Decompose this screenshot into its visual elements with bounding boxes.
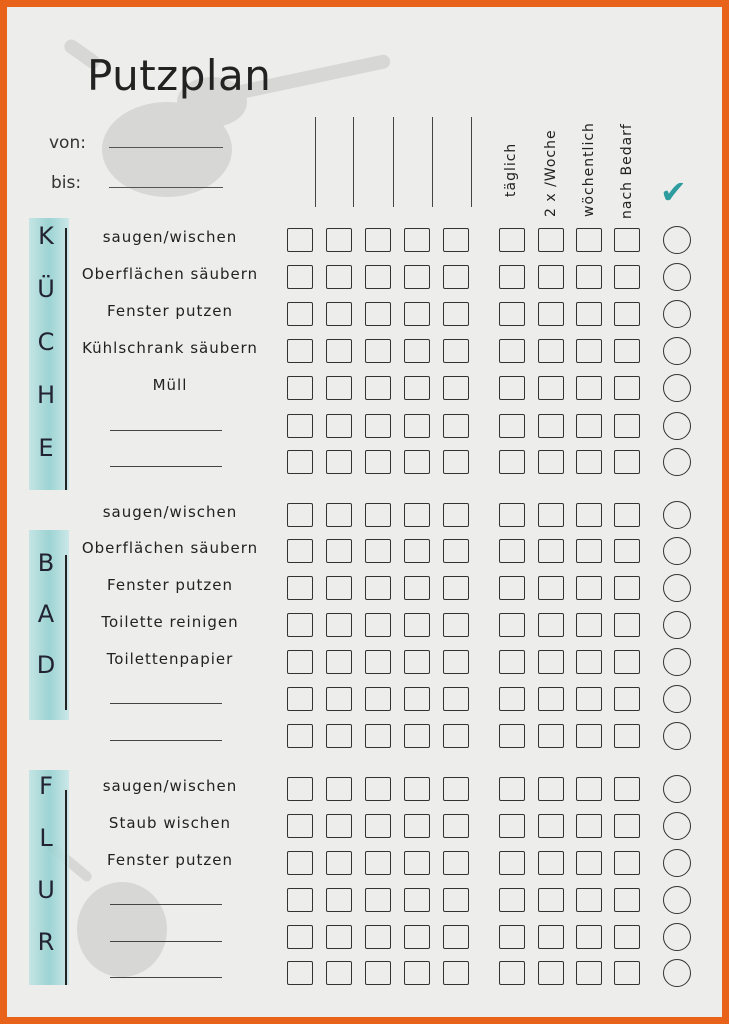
- frequency-checkbox[interactable]: [499, 503, 525, 527]
- frequency-checkbox[interactable]: [614, 450, 640, 474]
- date-checkbox[interactable]: [404, 302, 430, 326]
- frequency-checkbox[interactable]: [499, 687, 525, 711]
- header-nach-bedarf: nach Bedarf: [619, 123, 635, 219]
- date-checkbox[interactable]: [404, 961, 430, 985]
- date-checkbox[interactable]: [287, 302, 313, 326]
- frequency-checkbox[interactable]: [614, 851, 640, 875]
- header-column-line: [353, 117, 354, 207]
- date-checkbox[interactable]: [443, 888, 469, 912]
- frequency-checkbox[interactable]: [614, 814, 640, 838]
- frequency-checkbox[interactable]: [614, 503, 640, 527]
- frequency-checkbox[interactable]: [576, 302, 602, 326]
- frequency-checkbox[interactable]: [499, 814, 525, 838]
- date-checkbox[interactable]: [326, 724, 352, 748]
- header-2x-woche: 2 x /Woche: [543, 129, 559, 217]
- frequency-checkbox[interactable]: [499, 450, 525, 474]
- date-checkbox[interactable]: [365, 961, 391, 985]
- von-blank-line[interactable]: [109, 147, 223, 148]
- header-column-line: [432, 117, 433, 207]
- done-circle[interactable]: [663, 648, 691, 676]
- frequency-checkbox[interactable]: [614, 687, 640, 711]
- frequency-checkbox[interactable]: [499, 925, 525, 949]
- date-checkbox[interactable]: [404, 613, 430, 637]
- date-checkbox[interactable]: [287, 376, 313, 400]
- date-checkbox[interactable]: [326, 650, 352, 674]
- task-blank-line[interactable]: [110, 430, 222, 431]
- date-checkbox[interactable]: [365, 650, 391, 674]
- checkmark-icon: ✔: [660, 173, 687, 211]
- von-label: von:: [49, 133, 86, 153]
- date-checkbox[interactable]: [287, 851, 313, 875]
- date-checkbox[interactable]: [404, 814, 430, 838]
- frequency-checkbox[interactable]: [576, 450, 602, 474]
- date-checkbox[interactable]: [287, 814, 313, 838]
- frequency-checkbox[interactable]: [614, 576, 640, 600]
- date-checkbox[interactable]: [365, 888, 391, 912]
- date-checkbox[interactable]: [365, 687, 391, 711]
- header-column-line: [471, 117, 472, 207]
- date-checkbox[interactable]: [287, 724, 313, 748]
- date-checkbox[interactable]: [326, 228, 352, 252]
- done-circle[interactable]: [663, 412, 691, 440]
- frequency-checkbox[interactable]: [614, 228, 640, 252]
- section-letter: L: [39, 824, 53, 852]
- date-checkbox[interactable]: [365, 339, 391, 363]
- date-checkbox[interactable]: [326, 339, 352, 363]
- task-label: Kühlschrank säubern: [82, 339, 258, 357]
- date-checkbox[interactable]: [404, 851, 430, 875]
- frequency-checkbox[interactable]: [576, 925, 602, 949]
- date-checkbox[interactable]: [443, 925, 469, 949]
- frequency-checkbox[interactable]: [499, 228, 525, 252]
- done-circle[interactable]: [663, 300, 691, 328]
- date-checkbox[interactable]: [326, 539, 352, 563]
- date-checkbox[interactable]: [326, 414, 352, 438]
- date-checkbox[interactable]: [443, 814, 469, 838]
- date-checkbox[interactable]: [326, 503, 352, 527]
- date-checkbox[interactable]: [287, 339, 313, 363]
- frequency-checkbox[interactable]: [576, 414, 602, 438]
- frequency-checkbox[interactable]: [614, 339, 640, 363]
- date-checkbox[interactable]: [404, 539, 430, 563]
- section-letter: E: [38, 434, 54, 462]
- frequency-checkbox[interactable]: [576, 851, 602, 875]
- date-checkbox[interactable]: [287, 925, 313, 949]
- frequency-checkbox[interactable]: [576, 650, 602, 674]
- section-letter: K: [38, 222, 54, 250]
- date-checkbox[interactable]: [404, 228, 430, 252]
- frequency-checkbox[interactable]: [576, 687, 602, 711]
- done-circle[interactable]: [663, 537, 691, 565]
- date-checkbox[interactable]: [365, 450, 391, 474]
- page-title: Putzplan: [87, 51, 272, 100]
- date-checkbox[interactable]: [365, 851, 391, 875]
- task-label: Fenster putzen: [107, 576, 233, 594]
- frequency-checkbox[interactable]: [576, 228, 602, 252]
- done-circle[interactable]: [663, 722, 691, 750]
- date-checkbox[interactable]: [287, 414, 313, 438]
- frequency-checkbox[interactable]: [614, 925, 640, 949]
- bis-blank-line[interactable]: [109, 187, 223, 188]
- frequency-checkbox[interactable]: [499, 265, 525, 289]
- date-checkbox[interactable]: [326, 302, 352, 326]
- date-checkbox[interactable]: [287, 228, 313, 252]
- frequency-checkbox[interactable]: [614, 777, 640, 801]
- date-checkbox[interactable]: [404, 687, 430, 711]
- task-blank-line[interactable]: [110, 904, 222, 905]
- frequency-checkbox[interactable]: [538, 265, 564, 289]
- done-circle[interactable]: [663, 611, 691, 639]
- frequency-checkbox[interactable]: [499, 414, 525, 438]
- task-label: Oberflächen säubern: [81, 265, 259, 283]
- date-checkbox[interactable]: [443, 339, 469, 363]
- date-checkbox[interactable]: [287, 961, 313, 985]
- date-checkbox[interactable]: [287, 265, 313, 289]
- frequency-checkbox[interactable]: [538, 961, 564, 985]
- task-label: Fenster putzen: [107, 851, 233, 869]
- frequency-checkbox[interactable]: [538, 228, 564, 252]
- section-letter: D: [36, 651, 56, 679]
- date-checkbox[interactable]: [443, 851, 469, 875]
- task-label: Müll: [152, 376, 188, 394]
- date-checkbox[interactable]: [326, 576, 352, 600]
- frequency-checkbox[interactable]: [499, 650, 525, 674]
- date-checkbox[interactable]: [365, 376, 391, 400]
- frequency-checkbox[interactable]: [614, 376, 640, 400]
- done-circle[interactable]: [663, 923, 691, 951]
- date-checkbox[interactable]: [404, 376, 430, 400]
- task-label: Toilette reinigen: [101, 613, 239, 631]
- frequency-checkbox[interactable]: [538, 724, 564, 748]
- section-letter: A: [37, 600, 55, 628]
- frequency-checkbox[interactable]: [499, 339, 525, 363]
- date-checkbox[interactable]: [365, 503, 391, 527]
- done-circle[interactable]: [663, 886, 691, 914]
- date-checkbox[interactable]: [287, 888, 313, 912]
- date-checkbox[interactable]: [326, 777, 352, 801]
- date-checkbox[interactable]: [443, 777, 469, 801]
- frequency-checkbox[interactable]: [576, 777, 602, 801]
- done-circle[interactable]: [663, 812, 691, 840]
- done-circle[interactable]: [663, 501, 691, 529]
- frequency-checkbox[interactable]: [576, 888, 602, 912]
- date-checkbox[interactable]: [365, 265, 391, 289]
- date-checkbox[interactable]: [287, 503, 313, 527]
- date-checkbox[interactable]: [326, 376, 352, 400]
- frequency-checkbox[interactable]: [614, 414, 640, 438]
- frequency-checkbox[interactable]: [499, 961, 525, 985]
- frequency-checkbox[interactable]: [576, 376, 602, 400]
- frequency-checkbox[interactable]: [614, 961, 640, 985]
- done-circle[interactable]: [663, 337, 691, 365]
- frequency-checkbox[interactable]: [538, 302, 564, 326]
- date-checkbox[interactable]: [365, 777, 391, 801]
- frequency-checkbox[interactable]: [614, 613, 640, 637]
- date-checkbox[interactable]: [404, 265, 430, 289]
- frequency-checkbox[interactable]: [538, 503, 564, 527]
- date-checkbox[interactable]: [365, 724, 391, 748]
- date-checkbox[interactable]: [404, 576, 430, 600]
- frequency-checkbox[interactable]: [538, 777, 564, 801]
- frequency-checkbox[interactable]: [499, 539, 525, 563]
- done-circle[interactable]: [663, 263, 691, 291]
- date-checkbox[interactable]: [365, 414, 391, 438]
- frequency-checkbox[interactable]: [576, 539, 602, 563]
- frequency-checkbox[interactable]: [576, 613, 602, 637]
- frequency-checkbox[interactable]: [614, 265, 640, 289]
- header-woechentlich: wöchentlich: [581, 122, 597, 217]
- date-checkbox[interactable]: [443, 302, 469, 326]
- date-checkbox[interactable]: [326, 961, 352, 985]
- date-checkbox[interactable]: [326, 851, 352, 875]
- frequency-checkbox[interactable]: [614, 650, 640, 674]
- splatter-decoration: [77, 882, 167, 977]
- task-label: saugen/wischen: [102, 228, 238, 246]
- frequency-checkbox[interactable]: [576, 961, 602, 985]
- frequency-checkbox[interactable]: [538, 539, 564, 563]
- date-checkbox[interactable]: [365, 228, 391, 252]
- frequency-checkbox[interactable]: [499, 888, 525, 912]
- frequency-checkbox[interactable]: [538, 925, 564, 949]
- frequency-checkbox[interactable]: [576, 339, 602, 363]
- date-checkbox[interactable]: [443, 687, 469, 711]
- frequency-checkbox[interactable]: [576, 576, 602, 600]
- date-checkbox[interactable]: [443, 414, 469, 438]
- frequency-checkbox[interactable]: [499, 576, 525, 600]
- date-checkbox[interactable]: [287, 613, 313, 637]
- task-blank-line[interactable]: [110, 977, 222, 978]
- section-letter: F: [39, 772, 53, 800]
- date-checkbox[interactable]: [326, 925, 352, 949]
- date-checkbox[interactable]: [404, 777, 430, 801]
- section-letter: C: [37, 328, 55, 356]
- date-checkbox[interactable]: [443, 265, 469, 289]
- frequency-checkbox[interactable]: [499, 777, 525, 801]
- frequency-checkbox[interactable]: [538, 414, 564, 438]
- task-label: saugen/wischen: [102, 777, 238, 795]
- frequency-checkbox[interactable]: [614, 724, 640, 748]
- frequency-checkbox[interactable]: [538, 814, 564, 838]
- date-checkbox[interactable]: [443, 376, 469, 400]
- date-checkbox[interactable]: [365, 302, 391, 326]
- task-blank-line[interactable]: [110, 703, 222, 704]
- frequency-checkbox[interactable]: [499, 376, 525, 400]
- header-column-line: [393, 117, 394, 207]
- frequency-checkbox[interactable]: [499, 724, 525, 748]
- date-checkbox[interactable]: [404, 888, 430, 912]
- section-letter: B: [37, 549, 55, 577]
- date-checkbox[interactable]: [326, 613, 352, 637]
- task-label: Fenster putzen: [107, 302, 233, 320]
- task-blank-line[interactable]: [110, 941, 222, 942]
- date-checkbox[interactable]: [287, 650, 313, 674]
- frequency-checkbox[interactable]: [614, 888, 640, 912]
- frequency-checkbox[interactable]: [576, 265, 602, 289]
- date-checkbox[interactable]: [443, 539, 469, 563]
- date-checkbox[interactable]: [443, 576, 469, 600]
- frequency-checkbox[interactable]: [576, 814, 602, 838]
- section-letter: Ü: [37, 275, 55, 303]
- done-circle[interactable]: [663, 448, 691, 476]
- date-checkbox[interactable]: [365, 814, 391, 838]
- date-checkbox[interactable]: [287, 687, 313, 711]
- header-taeglich: täglich: [503, 142, 519, 197]
- frequency-checkbox[interactable]: [538, 450, 564, 474]
- date-checkbox[interactable]: [287, 539, 313, 563]
- date-checkbox[interactable]: [443, 613, 469, 637]
- task-blank-line[interactable]: [110, 740, 222, 741]
- date-checkbox[interactable]: [326, 888, 352, 912]
- date-checkbox[interactable]: [287, 576, 313, 600]
- date-checkbox[interactable]: [404, 650, 430, 674]
- done-circle[interactable]: [663, 849, 691, 877]
- done-circle[interactable]: [663, 574, 691, 602]
- frequency-checkbox[interactable]: [538, 339, 564, 363]
- frequency-checkbox[interactable]: [614, 302, 640, 326]
- frequency-checkbox[interactable]: [499, 302, 525, 326]
- date-checkbox[interactable]: [404, 414, 430, 438]
- bis-label: bis:: [51, 173, 82, 193]
- frequency-checkbox[interactable]: [499, 851, 525, 875]
- task-label: saugen/wischen: [102, 503, 238, 521]
- done-circle[interactable]: [663, 959, 691, 987]
- date-checkbox[interactable]: [365, 925, 391, 949]
- date-checkbox[interactable]: [365, 613, 391, 637]
- date-checkbox[interactable]: [443, 961, 469, 985]
- frequency-checkbox[interactable]: [614, 539, 640, 563]
- frequency-checkbox[interactable]: [499, 613, 525, 637]
- date-checkbox[interactable]: [326, 265, 352, 289]
- date-checkbox[interactable]: [404, 503, 430, 527]
- frequency-checkbox[interactable]: [538, 851, 564, 875]
- done-circle[interactable]: [663, 226, 691, 254]
- date-checkbox[interactable]: [404, 339, 430, 363]
- frequency-checkbox[interactable]: [538, 613, 564, 637]
- frequency-checkbox[interactable]: [538, 888, 564, 912]
- done-circle[interactable]: [663, 685, 691, 713]
- date-checkbox[interactable]: [326, 687, 352, 711]
- frequency-checkbox[interactable]: [538, 576, 564, 600]
- date-checkbox[interactable]: [443, 228, 469, 252]
- date-checkbox[interactable]: [287, 777, 313, 801]
- cleaning-plan-sheet: [7, 7, 722, 1017]
- frequency-checkbox[interactable]: [538, 650, 564, 674]
- section-letter: H: [36, 381, 56, 409]
- date-checkbox[interactable]: [443, 724, 469, 748]
- date-checkbox[interactable]: [365, 539, 391, 563]
- date-checkbox[interactable]: [404, 450, 430, 474]
- frequency-checkbox[interactable]: [538, 376, 564, 400]
- done-circle[interactable]: [663, 775, 691, 803]
- frequency-checkbox[interactable]: [576, 503, 602, 527]
- header-column-line: [315, 117, 316, 207]
- frequency-checkbox[interactable]: [576, 724, 602, 748]
- date-checkbox[interactable]: [404, 925, 430, 949]
- date-checkbox[interactable]: [443, 650, 469, 674]
- task-label: Oberflächen säubern: [81, 539, 259, 557]
- date-checkbox[interactable]: [365, 576, 391, 600]
- date-checkbox[interactable]: [443, 450, 469, 474]
- frequency-checkbox[interactable]: [538, 687, 564, 711]
- date-checkbox[interactable]: [443, 503, 469, 527]
- task-blank-line[interactable]: [110, 466, 222, 467]
- date-checkbox[interactable]: [326, 450, 352, 474]
- date-checkbox[interactable]: [287, 450, 313, 474]
- section-letter: R: [37, 928, 55, 956]
- section-divider-line: [65, 555, 67, 710]
- date-checkbox[interactable]: [326, 814, 352, 838]
- date-checkbox[interactable]: [404, 724, 430, 748]
- section-letter: U: [37, 876, 55, 904]
- task-label: Staub wischen: [108, 814, 232, 832]
- done-circle[interactable]: [663, 374, 691, 402]
- task-label: Toilettenpapier: [106, 650, 234, 668]
